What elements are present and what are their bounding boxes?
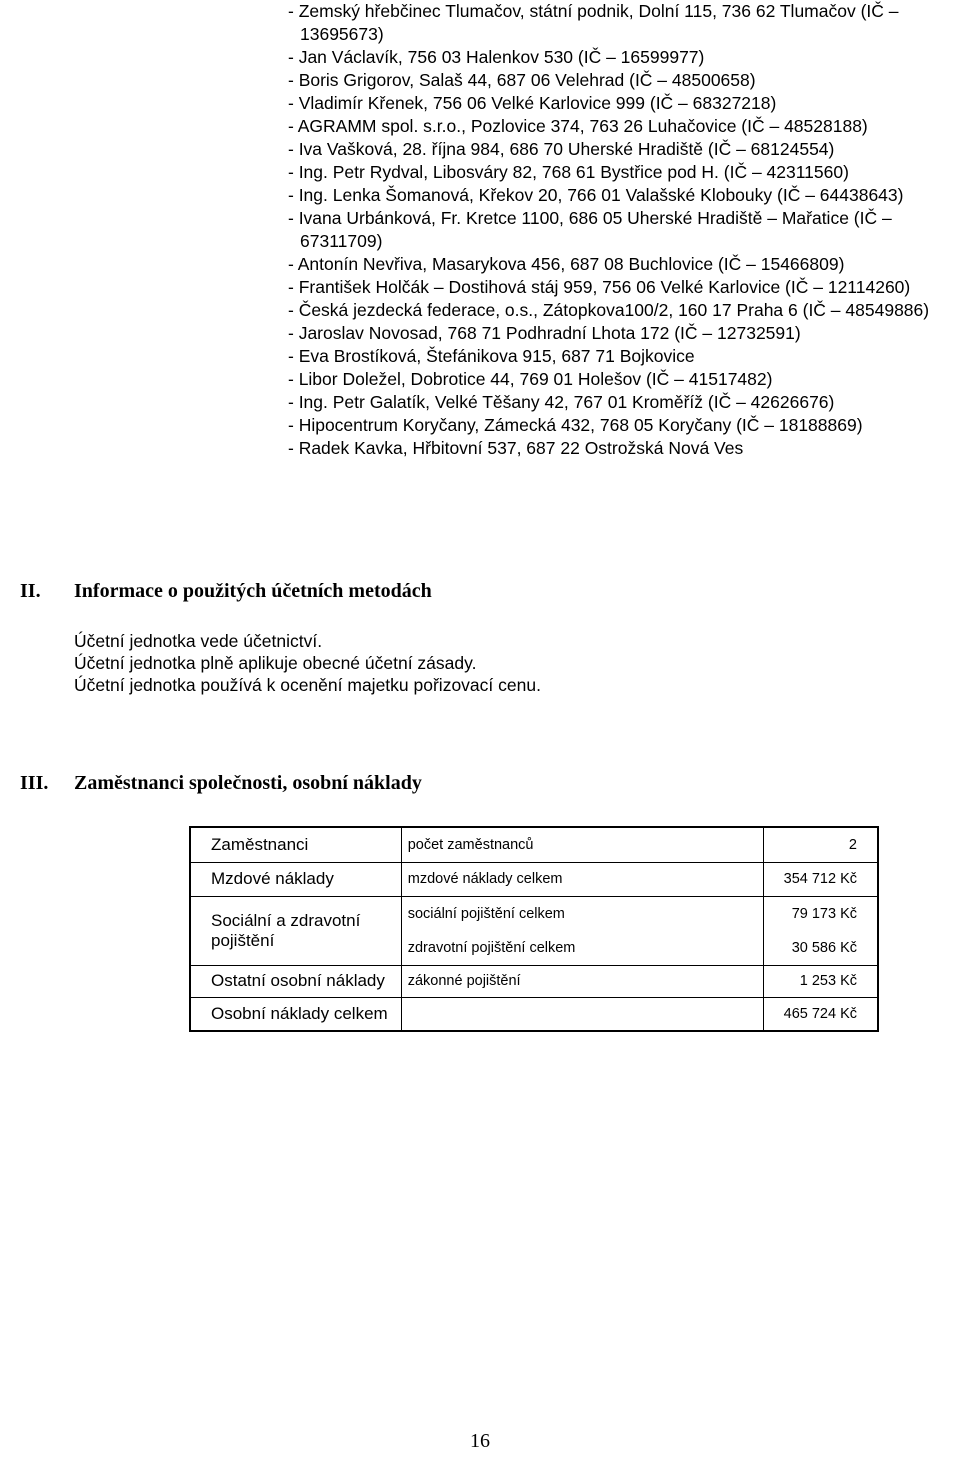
table-cell-category: Sociální a zdravotní pojištění [190, 896, 401, 965]
list-item: - Vladimír Křenek, 756 06 Velké Karlovice 999 (IČ – 68327218) [288, 93, 777, 113]
table-row [190, 965, 878, 997]
table-cell-item-line: sociální pojištění celkem [407, 905, 565, 922]
personnel-costs-table [189, 826, 879, 1032]
list-item: - Zemský hřebčinec Tlumačov, státní podnik, Dolní 115, 736 62 Tlumačov (IČ – 13695673) [288, 1, 899, 44]
table-row [190, 827, 878, 862]
table-cell-item: počet zaměstnanců [401, 827, 763, 862]
table-cell-value: 1 253 Kč [763, 965, 878, 997]
table-cell-value [763, 896, 878, 965]
table-cell-item [401, 997, 763, 1031]
table-cell-item-line: zdravotní pojištění celkem [407, 939, 576, 956]
table-row [190, 862, 878, 896]
list-item: - Boris Grigorov, Salaš 44, 687 06 Velehrad (IČ – 48500658) [288, 70, 756, 90]
section-number: III. [20, 772, 49, 794]
list-item: - Antonín Nevřiva, Masarykova 456, 687 08 Buchlovice (IČ – 15466809) [288, 254, 845, 274]
list-item: - Ing. Lenka Šomanová, Křekov 20, 766 01 Valašské Klobouky (IČ – 64438643) [288, 185, 904, 205]
list-item: - Hipocentrum Koryčany, Zámecká 432, 768 05 Koryčany (IČ – 18188869) [288, 415, 863, 435]
table-cell-value: 354 712 Kč [763, 862, 878, 896]
table-row [190, 896, 878, 965]
paragraph-line: Účetní jednotka používá k ocenění majetku pořizovací cenu. [74, 675, 541, 695]
table-cell-category: Zaměstnanci [190, 827, 401, 862]
section-number: II. [20, 580, 41, 602]
table-row [190, 997, 878, 1031]
list-item: - Ing. Petr Galatík, Velké Těšany 42, 767 01 Kroměříž (IČ – 42626676) [288, 392, 835, 412]
business-partner-list [288, 0, 948, 460]
paragraph-line: Účetní jednotka plně aplikuje obecné účetní zásady. [74, 653, 477, 673]
list-item: - Libor Doležel, Dobrotice 44, 769 01 Holešov (IČ – 41517482) [288, 369, 773, 389]
table-cell-value: 465 724 Kč [763, 997, 878, 1031]
table-cell-value: 2 [763, 827, 878, 862]
list-item: - Radek Kavka, Hřbitovní 537, 687 22 Ostrožská Nová Ves [288, 438, 744, 458]
list-item: - Iva Vašková, 28. října 984, 686 70 Uherské Hradiště (IČ – 68124554) [288, 139, 835, 159]
table-cell-item: mzdové náklady celkem [401, 862, 763, 896]
table-cell-category: Osobní náklady celkem [190, 997, 401, 1031]
list-item: - Ing. Petr Rydval, Libosváry 82, 768 61 Bystřice pod H. (IČ – 42311560) [288, 162, 849, 182]
list-item: - Eva Brostíková, Štefánikova 915, 687 71 Bojkovice [288, 346, 695, 366]
list-item: - František Holčák – Dostihová stáj 959, 756 06 Velké Karlovice (IČ – 12114260) [288, 277, 911, 297]
table-cell-item: zákonné pojištění [401, 965, 763, 997]
list-item: - AGRAMM spol. s.r.o., Pozlovice 374, 763 26 Luhačovice (IČ – 48528188) [288, 116, 868, 136]
page-number: 16 [470, 1430, 490, 1452]
table-cell-item [401, 896, 763, 965]
list-item: - Jaroslav Novosad, 768 71 Podhradní Lhota 172 (IČ – 12732591) [288, 323, 801, 343]
list-item: - Česká jezdecká federace, o.s., Zátopkova100/2, 160 17 Praha 6 (IČ – 48549886) [288, 300, 930, 320]
table-cell-category: Mzdové náklady [190, 862, 401, 896]
list-item: - Jan Václavík, 756 03 Halenkov 530 (IČ – 16599977) [288, 47, 705, 67]
table-cell-category: Ostatní osobní náklady [190, 965, 401, 997]
table-cell-value-line: 79 173 Kč [791, 905, 857, 922]
table-cell-value-line: 30 586 Kč [791, 939, 857, 956]
section-title: Informace o použitých účetních metodách [74, 580, 432, 602]
list-item: - Ivana Urbánková, Fr. Kretce 1100, 686 05 Uherské Hradiště – Mařatice (IČ – 67311709) [288, 208, 892, 251]
paragraph-line: Účetní jednotka vede účetnictví. [74, 631, 323, 651]
section-title: Zaměstnanci společnosti, osobní náklady [74, 772, 422, 794]
accounting-methods-text [74, 630, 874, 696]
